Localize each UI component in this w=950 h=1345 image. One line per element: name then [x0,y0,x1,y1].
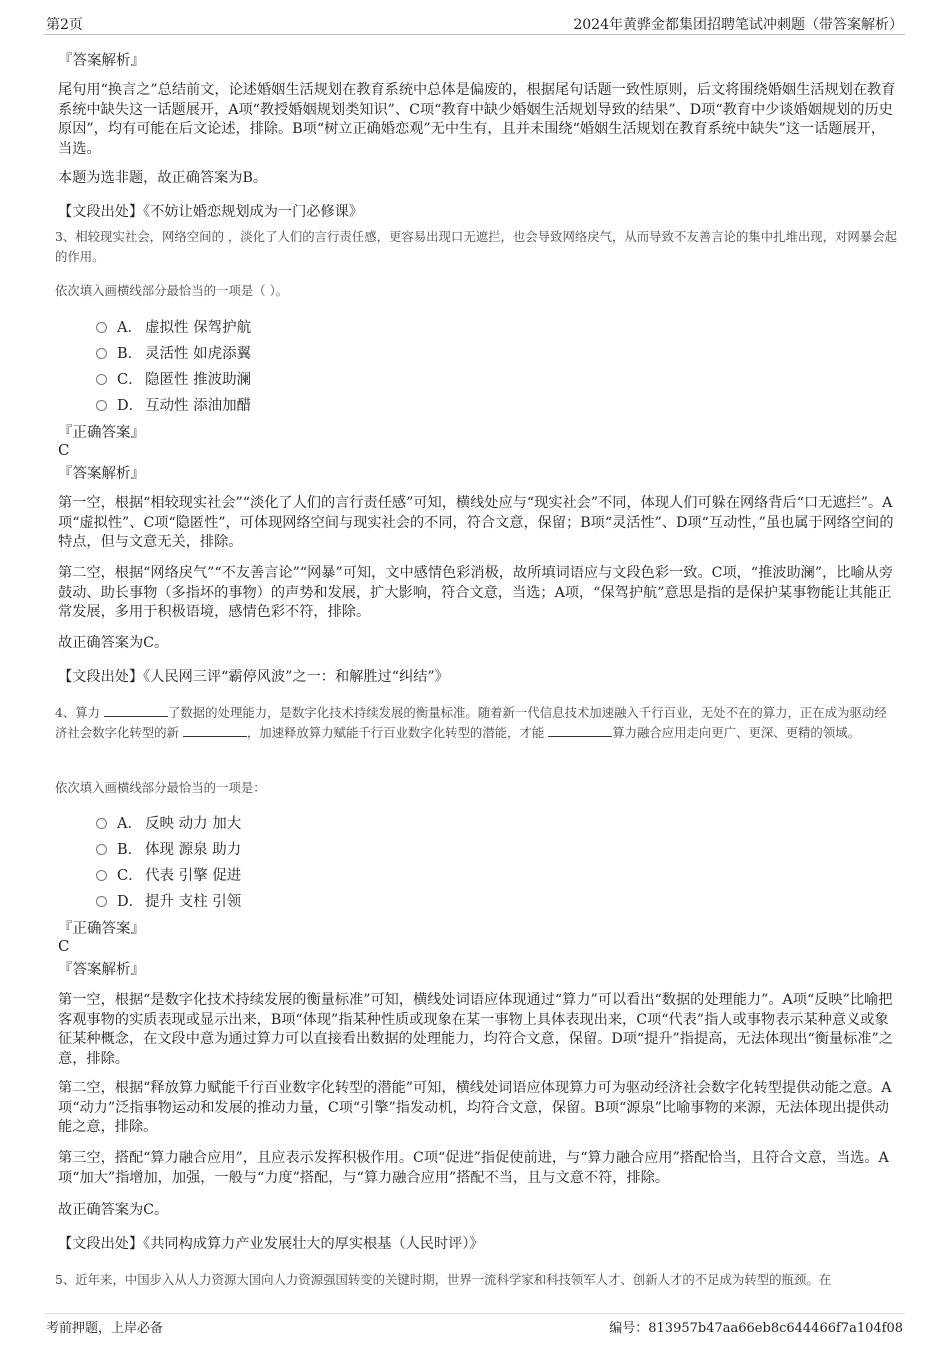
page-header [44,12,905,35]
q4-hint: 依次填入画横线部分最恰当的一项是： [55,780,266,795]
q4-option-d[interactable]: D． 提升 支柱 引领 [96,890,241,911]
q2-analysis-label: 『答案解析』 [58,53,145,69]
q3-analysis-label: 『答案解析』 [58,466,145,482]
q4-analysis-p4: 故正确答案为C。 [58,1202,169,1218]
q3-stem: 3、相较现实社会，网络空间的 ，淡化了人们的言行责任感，更容易出现口无遮拦，也会导致网络戾气，从而导致不友善言论的集中扎堆出现，对网暴会起 的作用。 [55,229,897,264]
radio-icon[interactable] [96,896,107,907]
radio-icon[interactable] [96,870,107,881]
q3-option-b[interactable]: B． 灵活性 如虎添翼 [96,342,251,363]
q4-blank-2 [183,724,247,737]
radio-icon[interactable] [96,348,107,359]
q4-correct-answer: C [58,937,70,955]
q3-analysis-p2: 第二空，根据“网络戾气”“不友善言论”“网暴”可知，文中感情色彩消极，故所填词语应与文段色彩一致。C项，“推波助澜”，比喻从旁鼓动、助长事物（多指坏的事物）的声势和发展，扩大影响，符合文意，当选；A项，“保驾护航”意思是指的是保护某事物能让其能正常发展，多用于积极语境，感情色彩不符，排除。 [58,565,894,620]
q3-correct-label: 『正确答案』 [58,425,145,441]
radio-icon[interactable] [96,400,107,411]
q4-analysis-p1: 第一空，根据“是数字化技术持续发展的衡量标准”可知，横线处词语应体现通过“算力”可以看出“数据的处理能力”。A项“反映”比喻把客观事物的实质表现或显示出来，B项“体现”指某种性质或现象在某一事物上具体表现出来，C项“代表”指人或事物表示某种意义或象征某种概念，在文段中意为通过算力可以直接看出数据的处理能力，均符合文意，保留。D项“提升”指提高，无法体现出“衡量标准”之意，排除。 [58,992,893,1067]
q3-analysis-p3: 故正确答案为C。 [58,635,169,651]
document-code: 编号：813957b47aa66eb8c644466f7a104f08 [609,1321,903,1336]
q2-analysis-p2: 本题为选非题，故正确答案为B。 [58,170,268,186]
document-title: 2024年黄骅金都集团招聘笔试冲刺题（带答案解析） [573,17,903,33]
q3-source: 【文段出处】《人民网三评“霸停风波”之一：和解胜过“纠结”》 [58,669,449,685]
q2-analysis-p1: 尾句用“换言之”总结前文，论述婚姻生活规划在教育系统中总体是偏废的，根据尾句话题一致性原则，后文将围绕婚姻生活规划在教育系统中缺失这一话题展开，A项“教授婚姻规划类知识”、C项“教育中缺少婚姻生活规划导致的结果”、D项“教育中少谈婚姻规划的历史原因”，均有可能在后文论述，排除。B项“树立正确婚恋观”无中生有，且并未围绕“婚姻生活规划在教育系统中缺失”这一话题展开，当选。 [58,82,896,157]
q4-blank-1 [104,704,168,717]
page-number: 第2页 [46,17,83,33]
q3-correct-answer: C [58,441,70,459]
q4-blank-3 [548,724,612,737]
q3-hint: 依次填入画横线部分最恰当的一项是（ ）。 [55,283,289,298]
q3-option-d[interactable]: D． 互动性 添油加醋 [96,394,251,415]
radio-icon[interactable] [96,844,107,855]
page-footer [44,1313,905,1336]
radio-icon[interactable] [96,374,107,385]
radio-icon[interactable] [96,818,107,829]
q4-stem: 4、算力 了数据的处理能力，是数字化技术持续发展的衡量标准。随着新一代信息技术加速融入千行百业，无处不在的算力，正在成为驱动经济社会数字化转型的新 ，加速释放算力赋能千行百业数字化转型的潜能，才能 算力融合应用走向更广、更深、更精的领域。 [55,705,887,740]
q3-analysis-p1: 第一空，根据“相较现实社会”“淡化了人们的言行责任感”可知，横线处应与“现实社会”不同，体现人们可躲在网络背后“口无遮拦”。A项“虚拟性”、C项“隐匿性”，可体现网络空间与现实社会的不同，符合文意，保留；B项“灵活性”、D项“互动性，”虽也属于网络空间的特点，但与文意无关，排除。 [58,495,894,550]
footer-slogan: 考前押题，上岸必备 [46,1321,164,1336]
q4-analysis-label: 『答案解析』 [58,962,145,978]
q5-stem: 5、近年来，中国步入从人力资源大国向人力资源强国转变的关键时期，世界一流科学家和科技领军人才、创新人才的不足成为转型的瓶颈。在 [55,1272,832,1287]
q4-option-a[interactable]: A． 反映 动力 加大 [96,812,241,833]
q3-option-c[interactable]: C． 隐匿性 推波助澜 [96,368,251,389]
radio-icon[interactable] [96,322,107,333]
q4-analysis-p2: 第二空，根据“释放算力赋能千行百业数字化转型的潜能”可知，横线处词语应体现算力可为驱动经济社会数字化转型提供动能之意。A项“动力”泛指事物运动和发展的推动力量，C项“引擎”指发动机，均符合文意，保留。B项“源泉”比喻事物的来源，无法体现出提供动能之意，排除。 [58,1080,892,1135]
q4-correct-label: 『正确答案』 [58,921,145,937]
q4-analysis-p3: 第三空，搭配“算力融合应用”，且应表示发挥积极作用。C项“促进”指促使前进，与“算力融合应用”搭配恰当，且符合文意，当选。A项“加大”指增加，加强，一般与“力度”搭配，与“算力融合应用”搭配不当，且与文意不符，排除。 [58,1150,889,1186]
q2-source: 【文段出处】《不妨让婚恋规划成为一门必修课》 [58,204,364,220]
q3-option-a[interactable]: A． 虚拟性 保驾护航 [96,316,251,337]
q4-option-c[interactable]: C． 代表 引擎 促进 [96,864,241,885]
q4-option-b[interactable]: B． 体现 源泉 助力 [96,838,241,859]
q4-source: 【文段出处】《共同构成算力产业发展壮大的厚实根基（人民时评）》 [58,1236,484,1252]
